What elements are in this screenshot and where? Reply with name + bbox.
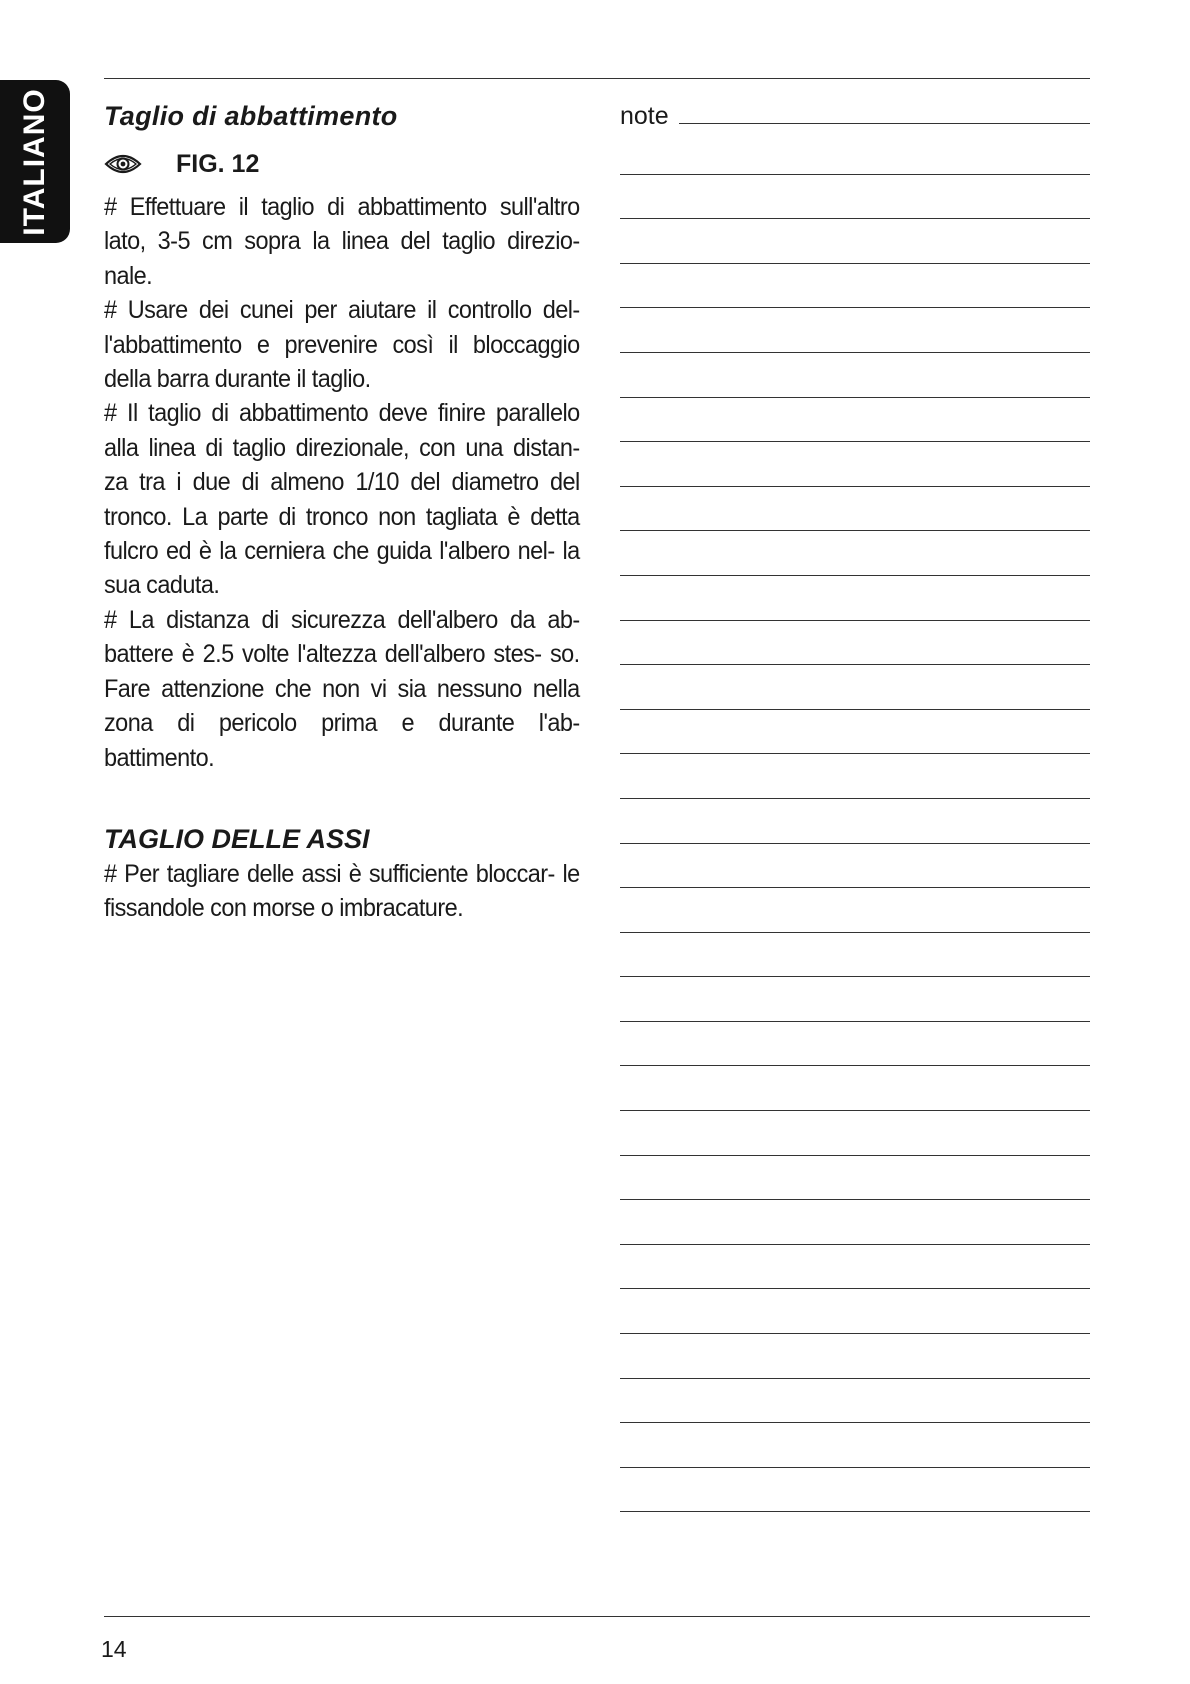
note-line	[620, 664, 1090, 665]
top-rule	[104, 78, 1090, 79]
section-spacer	[104, 775, 580, 821]
note-line	[620, 1467, 1090, 1468]
note-line	[620, 218, 1090, 219]
note-line	[620, 486, 1090, 487]
note-line	[620, 397, 1090, 398]
note-line	[620, 441, 1090, 442]
main-text-column	[104, 94, 580, 926]
note-line	[620, 1021, 1090, 1022]
note-line	[620, 709, 1090, 710]
note-lines	[620, 174, 1090, 1513]
note-line	[620, 1378, 1090, 1379]
paragraph: # Per tagliare delle assi è sufficiente bloccar- le fissandole con morse o imbracature.	[104, 859, 580, 923]
note-line	[620, 1511, 1090, 1512]
note-label: note	[620, 102, 669, 130]
note-line	[679, 123, 1090, 124]
note-line	[620, 263, 1090, 264]
note-line	[620, 932, 1090, 933]
note-line	[620, 1199, 1090, 1200]
note-line	[620, 1065, 1090, 1066]
note-line	[620, 1110, 1090, 1111]
paragraph: # Usare dei cunei per aiutare il controllo del- l'abbattimento e prevenire così il bloccaggio della barra durante il taglio.	[104, 296, 580, 394]
language-tab	[0, 80, 70, 243]
note-line	[620, 798, 1090, 799]
figure-label: FIG. 12	[176, 149, 260, 178]
note-line	[620, 1155, 1090, 1156]
note-line	[620, 887, 1090, 888]
page-number: 14	[101, 1636, 127, 1662]
note-line	[620, 530, 1090, 531]
note-line	[620, 1422, 1090, 1423]
note-line	[620, 174, 1090, 175]
bottom-rule	[104, 1616, 1090, 1617]
section-title-assi: TAGLIO DELLE ASSI	[104, 823, 370, 854]
note-line	[620, 843, 1090, 844]
note-line	[620, 976, 1090, 977]
paragraph: # La distanza di sicurezza dell'albero da ab- battere è 2.5 volte l'altezza dell'albero stes- so. Fare attenzione che non vi sia nessuno nella zona di pericolo prima e durante l'ab- battimento.	[104, 605, 580, 772]
notes-column	[620, 94, 1090, 1512]
paragraph: # Il taglio di abbattimento deve finire parallelo alla linea di taglio direzionale, con una distan- za tra i due di almeno 1/10 del diametro del tronco. La parte di tronco non tagliata è detta fulcro ed è la cerniera che guida l'albero nel- la sua caduta.	[104, 399, 580, 600]
paragraph: # Effettuare il taglio di abbattimento sull'altro lato, 3-5 cm sopra la linea del taglio direzio- nale.	[104, 193, 580, 290]
note-header-row	[620, 94, 1090, 130]
note-line	[620, 1244, 1090, 1245]
note-line	[620, 352, 1090, 353]
section-title-abbattimento: Taglio di abbattimento	[104, 101, 398, 131]
figure-reference	[104, 138, 580, 190]
note-line	[620, 1333, 1090, 1334]
language-tab-label: ITALIANO	[18, 87, 51, 236]
note-line	[620, 753, 1090, 754]
note-line	[620, 620, 1090, 621]
eye-icon	[104, 151, 142, 177]
note-line	[620, 1288, 1090, 1289]
note-line	[620, 307, 1090, 308]
note-line	[620, 575, 1090, 576]
